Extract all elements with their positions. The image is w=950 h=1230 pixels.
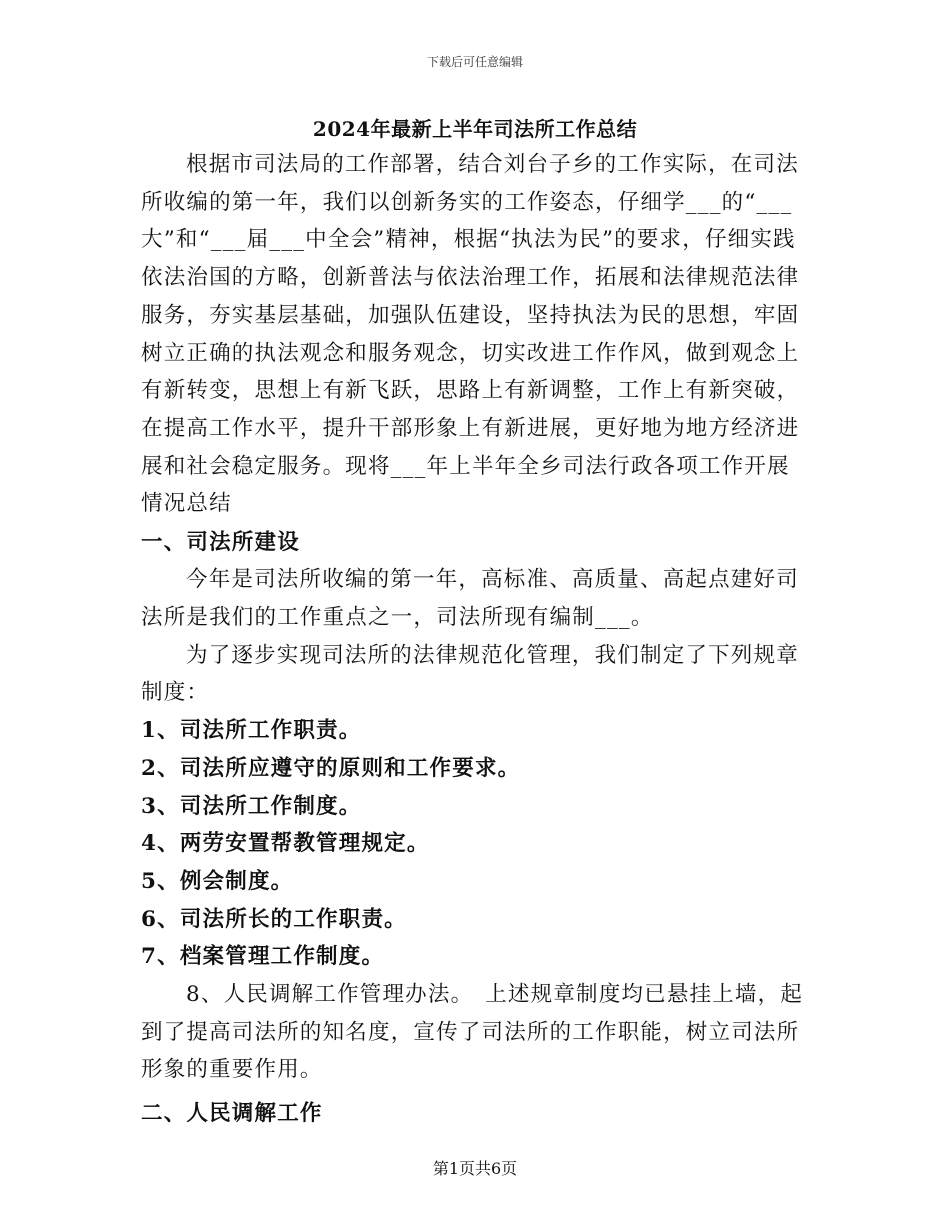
header-note: 下载后可任意编辑 [426,55,523,69]
page-footer: 第1页共6页 [432,1159,518,1178]
rule-item: 6、司法所长的工作职责。 [141,906,407,932]
section-1-heading: 一、司法所建设 [141,529,300,555]
section-1-paragraph-2: 为了逐步实现司法所的法律规范化管理，我们制定了下列规章制度： [141,642,799,706]
rule-8-paragraph: 8、人民调解工作管理办法。 上述规章制度均已悬挂上墙，起到了提高司法所的知名度，宣传了司法所的工作职能，树立司法所形象的重要作用。 [141,982,804,1083]
rule-item: 4、两劳安置帮教管理规定。 [141,831,430,857]
rule-item: 7、档案管理工作制度。 [141,944,385,970]
section-2-heading: 二、人民调解工作 [141,1101,323,1127]
document-body [141,146,811,1133]
rule-item: 3、司法所工作制度。 [141,793,362,819]
rule-item: 5、例会制度。 [141,868,294,894]
rule-item: 2、司法所应遵守的原则和工作要求。 [141,755,521,781]
section-1-paragraph-1: 今年是司法所收编的第一年，高标准、高质量、高起点建好司法所是我们的工作重点之一，司法所现有编制___。 [141,567,799,631]
intro-paragraph: 根据市司法局的工作部署，结合刘台子乡的工作实际，在司法所收编的第一年，我们以创新务实的工作姿态，仔细学___的“___大”和“___届___中全会”精神，根据“执法为民”的要求，仔细实践依法治国的方略，创新普法与依法治理工作，拓展和法律规范法律服务，夯实基层基础，加强队伍建设，坚持执法为民的思想，牢固树立正确的执法观念和服务观念，切实改进工作作风，做到观念上有新转变，思想上有新飞跃，思路上有新调整，工作上有新突破，在提高工作水平，提升干部形象上有新进展，更好地为地方经济进展和社会稳定服务。现将___年上半年全乡司法行政各项工作开展情况总结 [141,152,800,517]
rule-item: 1、司法所工作职责。 [141,718,362,744]
document-title: 2024年最新上半年司法所工作总结 [312,117,638,141]
